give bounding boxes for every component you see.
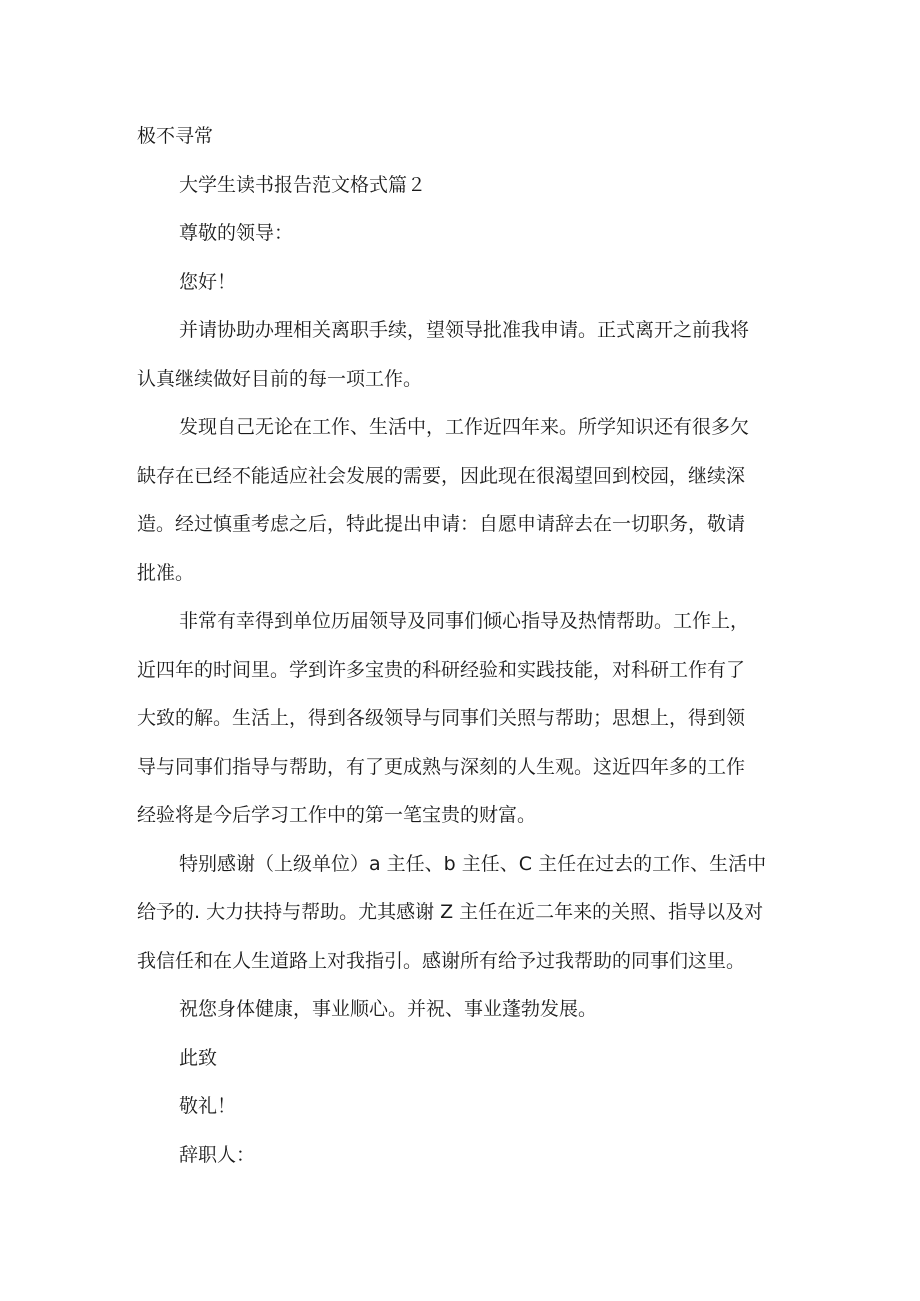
text-line-carryover: 极不寻常 (137, 125, 214, 147)
paragraph-3-line-3: 大致的解。生活上，得到各级领导与同事们关照与帮助；思想上，得到领 (137, 707, 746, 729)
paragraph-4-line-1: 特别感谢（上级单位）a 主任、b 主任、C 主任在过去的工作、生活中 (179, 852, 767, 875)
paragraph-3-line-2: 近四年的时间里。学到许多宝贵的科研经验和实践技能，对科研工作有了 (137, 658, 746, 681)
closing-wishes: 祝您身体健康，事业顺心。并祝、事业蓬勃发展。 (179, 998, 598, 1020)
salutation: 尊敬的领导： (179, 222, 294, 244)
signature-label: 辞职人： (179, 1143, 256, 1166)
paragraph-3-line-1: 非常有幸得到单位历届领导及同事们倾心指导及热情帮助。工作上， (179, 610, 750, 632)
paragraph-2-line-1: 发现自己无论在工作、生活中，工作近四年来。所学知识还有很多欠 (179, 416, 750, 438)
section-heading: 大学生读书报告范文格式篇２ (179, 173, 427, 196)
paragraph-2-line-4: 批准。 (137, 561, 195, 584)
paragraph-4-line-2: 给予的. 大力扶持与帮助。尤其感谢 Z 主任在近二年来的关照、指导以及对 (137, 901, 764, 923)
paragraph-1-line-2: 认真继续做好目前的每一项工作。 (137, 367, 423, 390)
paragraph-3-line-4: 导与同事们指导与帮助，有了更成熟与深刻的人生观。这近四年多的工作 (137, 755, 746, 778)
greeting: 您好！ (179, 270, 237, 293)
paragraph-1-line-1: 并请协助办理相关离职手续，望领导批准我申请。正式离开之前我将 (179, 319, 750, 341)
paragraph-2-line-3: 造。经过慎重考虑之后，特此提出申请：自愿申请辞去在一切职务，敬请 (137, 513, 746, 535)
paragraph-4-line-3: 我信任和在人生道路上对我指引。感谢所有给予过我帮助的同事们这里。 (137, 949, 746, 972)
closing-jing-li: 敬礼！ (179, 1095, 237, 1117)
closing-ci-zhi: 此致 (179, 1046, 218, 1069)
document-body (137, 112, 789, 1179)
paragraph-2-line-2: 缺存在已经不能适应社会发展的需要，因此现在很渴望回到校园，继续深 (137, 464, 746, 487)
paragraph-3-line-5: 经验将是今后学习工作中的第一笔宝贵的财富。 (137, 804, 537, 826)
